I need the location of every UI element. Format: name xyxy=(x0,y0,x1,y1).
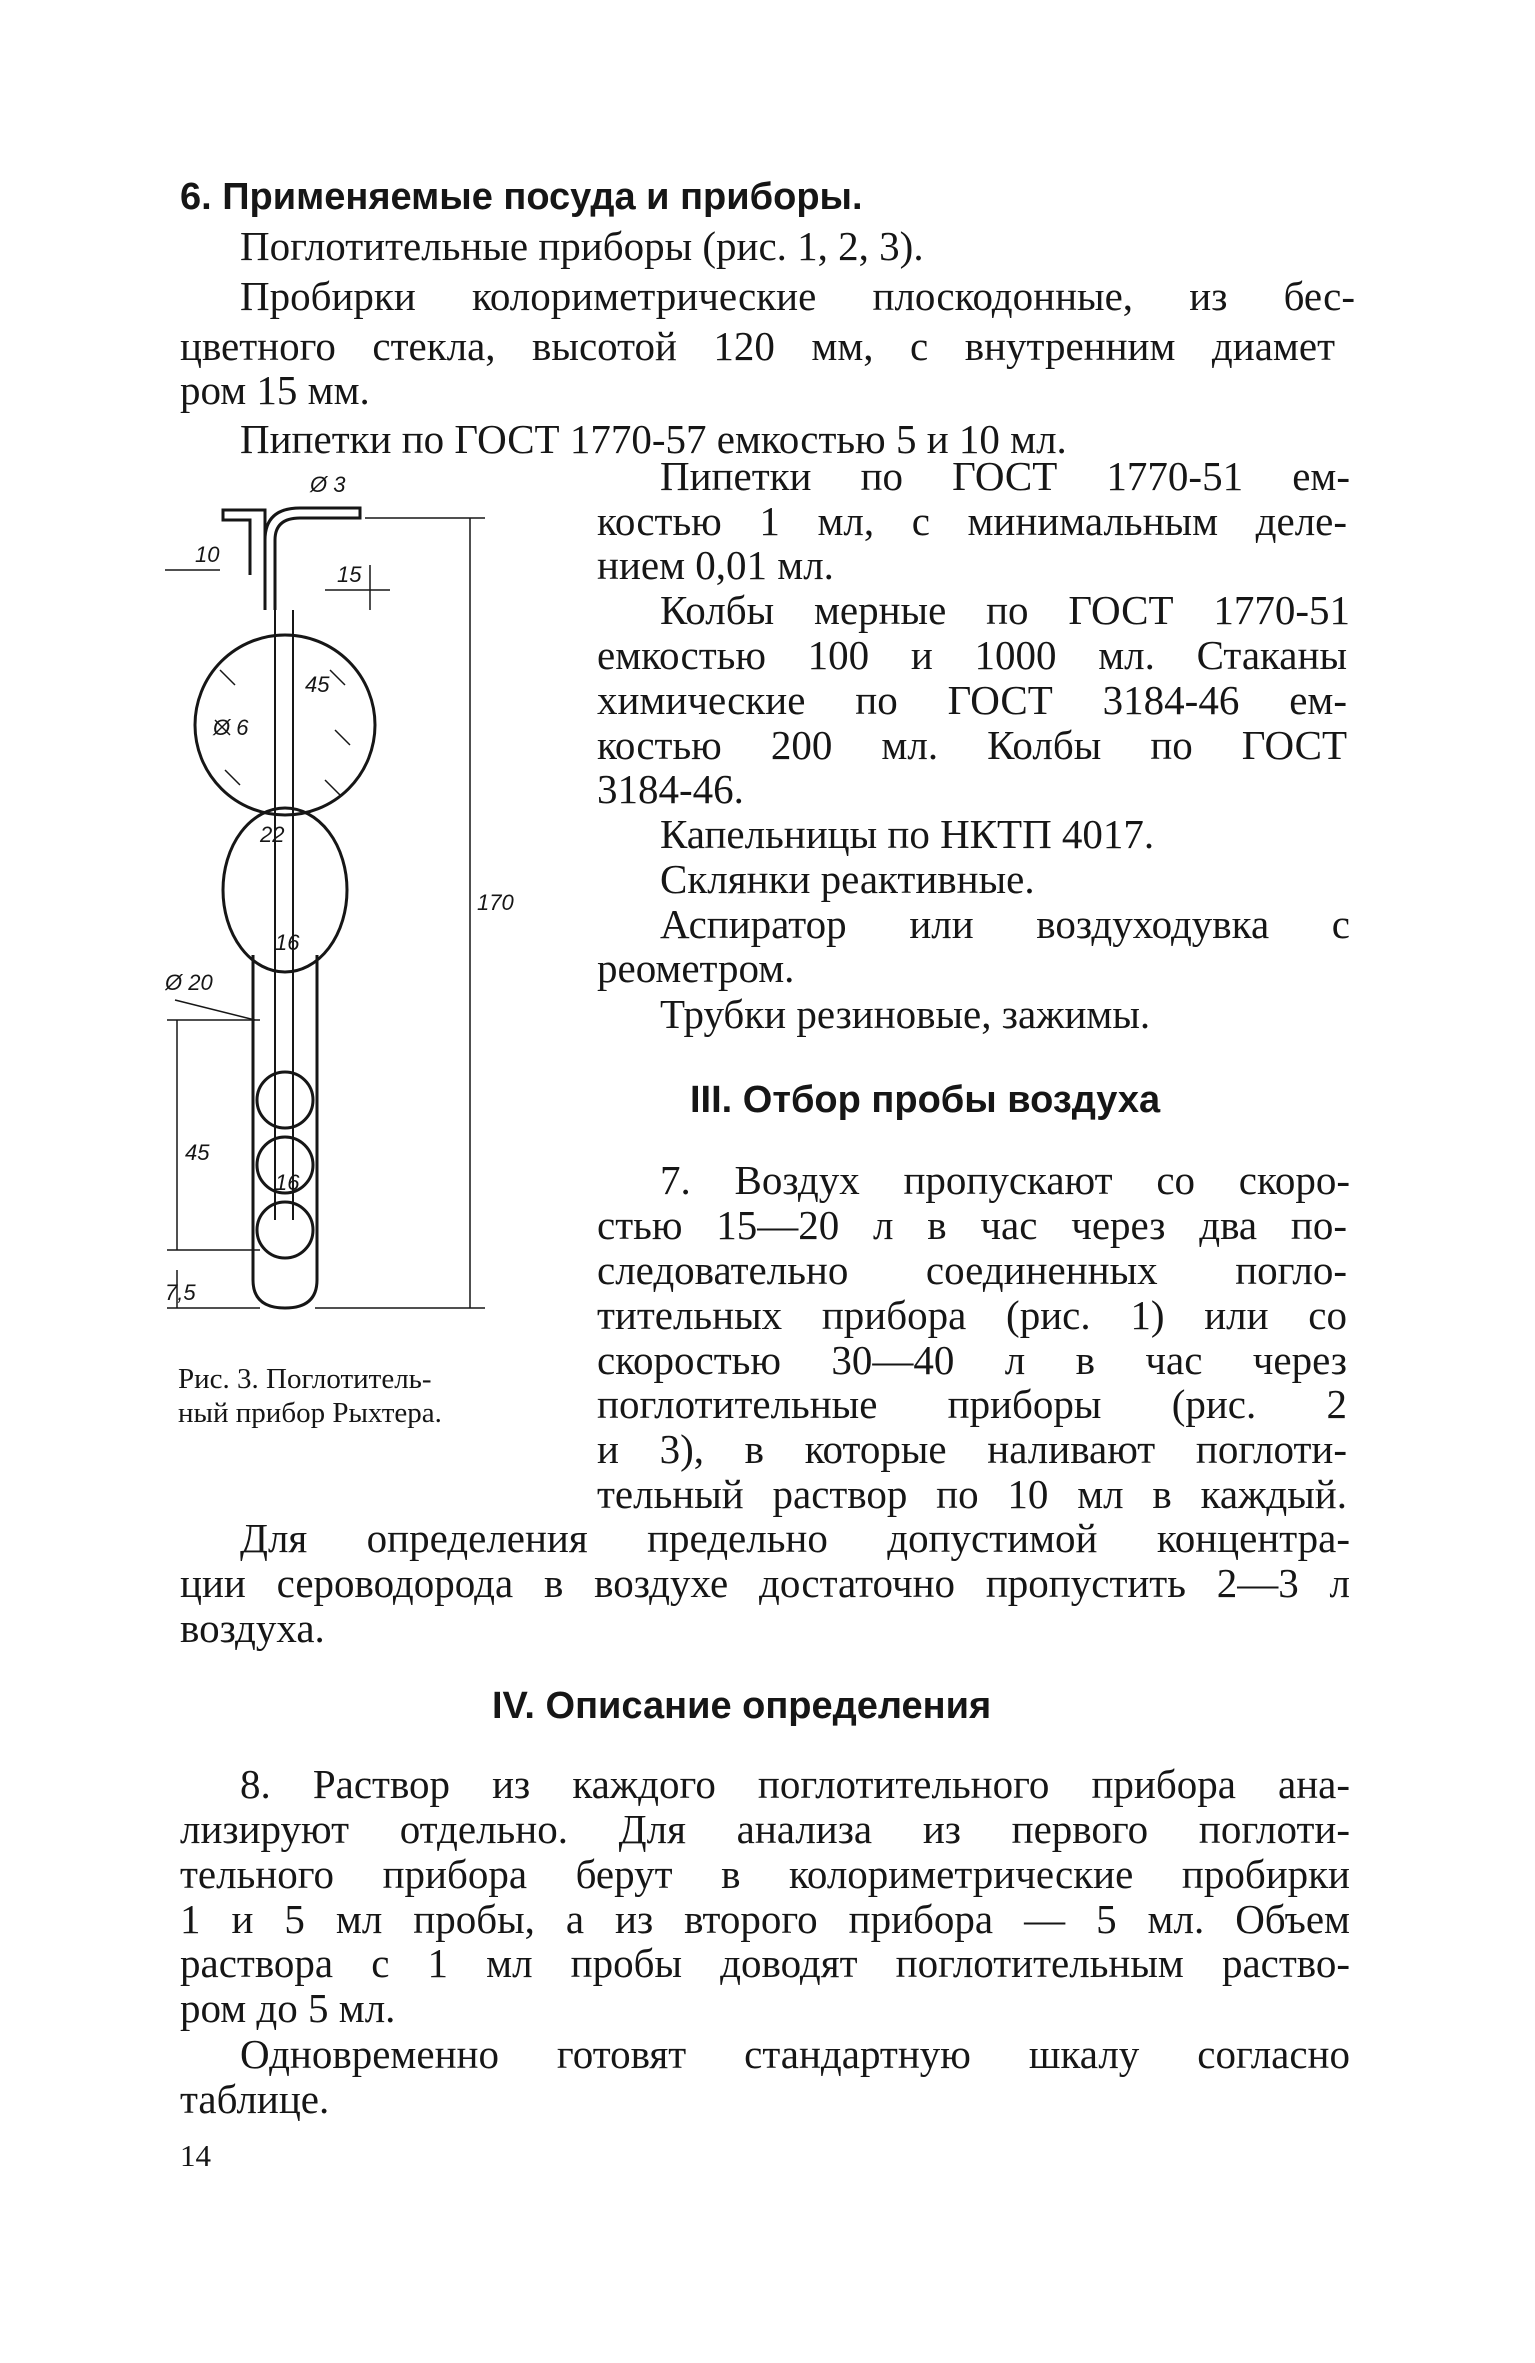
paragraph-line: Для определения предельно допустимой концентра- xyxy=(240,1515,1350,1561)
paragraph-line: Трубки резиновые, зажимы. xyxy=(660,991,1151,1037)
paragraph-line: Склянки реактивные. xyxy=(660,856,1035,902)
paragraph-line: скоростью 30—40 л в час через xyxy=(597,1337,1347,1383)
dimension-label: 7,5 xyxy=(165,1280,196,1305)
paragraph-line: ром до 5 мл. xyxy=(180,1985,396,2031)
dimension-label: Ø 20 xyxy=(165,970,213,995)
dimension-label: 45 xyxy=(185,1140,210,1165)
paragraph-line: и 3), в которые наливают поглоти- xyxy=(597,1426,1347,1472)
paragraph-line: костью 200 мл. Колбы по ГОСТ xyxy=(597,722,1347,768)
paragraph-line: Одновременно готовят стандартную шкалу согласно xyxy=(240,2031,1350,2077)
figure-caption: Рис. 3. Поглотитель- xyxy=(178,1363,432,1395)
paragraph-line: раствора с 1 мл пробы доводят поглотительным раство- xyxy=(180,1940,1350,1986)
paragraph-line: химические по ГОСТ 3184-46 ем- xyxy=(597,677,1347,723)
figure-caption: ный прибор Рыхтера. xyxy=(178,1397,442,1429)
dimension-label: 45 xyxy=(305,672,330,697)
paragraph-line: Пипетки по ГОСТ 1770-51 ем- xyxy=(660,453,1350,499)
absorption-device-figure xyxy=(165,460,560,1340)
paragraph-line: цветного стекла, высотой 120 мм, с внутренним диамет xyxy=(180,323,1335,369)
dimension-label: Ø 6 xyxy=(213,715,249,740)
dimension-label: 22 xyxy=(260,822,285,847)
paragraph-line: тельного прибора берут в колориметрические пробирки xyxy=(180,1851,1350,1897)
page-number: 14 xyxy=(180,2138,211,2173)
paragraph-line: реометром. xyxy=(597,945,795,991)
paragraph-line: ром 15 мм. xyxy=(180,367,370,413)
dimension-label: 15 xyxy=(337,562,362,587)
paragraph-line: 7. Воздух пропускают со скоро- xyxy=(660,1157,1350,1203)
paragraph-line: 1 и 5 мл пробы, а из второго прибора — 5 мл. Объем xyxy=(180,1896,1350,1942)
paragraph-line: Колбы мерные по ГОСТ 1770-51 xyxy=(660,587,1350,633)
paragraph-line: Аспиратор или воздуходувка с xyxy=(660,901,1350,947)
paragraph-line: следовательно соединенных погло- xyxy=(597,1247,1347,1293)
section-3-heading: III. Отбор пробы воздуха xyxy=(690,1079,1161,1121)
paragraph-line: Поглотительные приборы (рис. 1, 2, 3). xyxy=(240,223,924,269)
paragraph-line: воздуха. xyxy=(180,1605,325,1651)
paragraph-line: 8. Раствор из каждого поглотительного прибора ана- xyxy=(240,1761,1350,1807)
paragraph-line: тельный раствор по 10 мл в каждый. xyxy=(597,1471,1347,1517)
dimension-label: 10 xyxy=(195,542,220,567)
paragraph-line: тительных прибора (рис. 1) или со xyxy=(597,1292,1347,1338)
paragraph-line: поглотительные приборы (рис. 2 xyxy=(597,1381,1347,1427)
paragraph-line: 3184-46. xyxy=(597,766,744,812)
paragraph-line: нием 0,01 мл. xyxy=(597,542,834,588)
dimension-label: 170 xyxy=(477,890,514,915)
section-4-heading: IV. Описание определения xyxy=(492,1685,992,1727)
paragraph-line: Пробирки колориметрические плоскодонные, из бес- xyxy=(240,273,1355,319)
paragraph-line: костью 1 мл, с минимальным деле- xyxy=(597,498,1347,544)
section-6-heading: 6. Применяемые посуда и приборы. xyxy=(180,176,863,218)
paragraph-line: лизируют отдельно. Для анализа из первого поглоти- xyxy=(180,1806,1350,1852)
paragraph-line: таблице. xyxy=(180,2076,330,2122)
paragraph-line: стью 15—20 л в час через два по- xyxy=(597,1202,1347,1248)
paragraph-line: емкостью 100 и 1000 мл. Стаканы xyxy=(597,632,1347,678)
paragraph-line: Капельницы по НКТП 4017. xyxy=(660,811,1155,857)
paragraph-line: ции сероводорода в воздухе достаточно пропустить 2—3 л xyxy=(180,1560,1350,1606)
dimension-label: 16 xyxy=(275,930,300,955)
dimension-label: 16 xyxy=(275,1170,300,1195)
paragraph-line: Пипетки по ГОСТ 1770-57 емкостью 5 и 10 мл. xyxy=(240,416,1067,462)
dimension-label: Ø 3 xyxy=(310,472,346,497)
